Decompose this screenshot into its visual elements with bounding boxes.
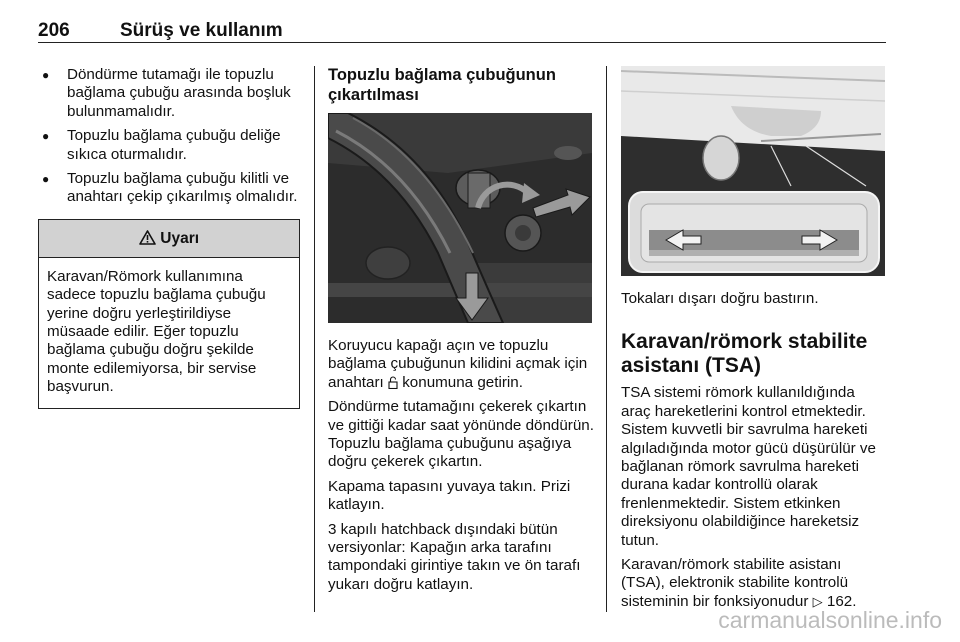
- instruction-paragraph: Döndürme tutamağını çekerek çıkartın ve gittiği kadar saat yönünde döndürün. Topuzlu bağlama çubuğunu aşağıya doğru çekerek çıkartın.: [328, 398, 594, 471]
- column-3: [621, 66, 887, 617]
- page-reference-link[interactable]: 162.: [826, 592, 857, 610]
- body-text: Karavan/römork stabilite asistanı (TSA), elektronik stabilite kontrolü sisteminin bir fonksiyonudur: [621, 556, 849, 610]
- column-divider: [606, 66, 607, 612]
- list-item: ● Döndürme tutamağı ile topuzlu bağlama çubuğu arasında boşluk bulunmamalıdır.: [38, 66, 300, 121]
- warning-triangle-icon: [139, 230, 160, 247]
- warning-title: Uyarı: [160, 229, 200, 247]
- column-2: [328, 66, 594, 600]
- instruction-paragraph: [328, 337, 594, 392]
- warning-header: [39, 220, 299, 258]
- bumper-cover-illustration: [621, 66, 885, 276]
- instruction-text: konumuna getirin.: [402, 373, 523, 391]
- body-paragraph: TSA sistemi römork kullanıldığında araç hareketlerini kontrol etmektedir. Sistem kuvvetli bir savrulma hareketi algıladığında motor gücü düşürülür ve bağlanan römork savrulma hareketi durana kadar kontrollü olarak frenlenmektedir. Sistem etkinken direksiyonu olabildiğince hareketsiz tutun.: [621, 384, 876, 549]
- unlock-icon: [388, 376, 398, 389]
- warning-text: Karavan/Römork kullanımına sadece topuzlu bağlama çubuğu yerine doğru yerleştirildiyse müsaade edilir. Eğer topuzlu bağlama çubuğu doğru şekilde monte edilemiyorsa, bir servise başvurun.: [47, 267, 266, 396]
- page-reference-arrow-icon: ▷: [812, 593, 823, 609]
- body-paragraph: [621, 556, 887, 611]
- list-item: ● Topuzlu bağlama çubuğu deliğe sıkıca oturmalıdır.: [38, 127, 300, 164]
- section-heading: Topuzlu bağlama çubuğunun çıkartılması: [328, 66, 556, 104]
- warning-box: [38, 219, 300, 409]
- section-title: Sürüş ve kullanım: [120, 20, 283, 41]
- image-caption: Tokaları dışarı doğru bastırın.: [621, 290, 819, 307]
- bullet-list: [38, 66, 300, 207]
- instruction-paragraph: 3 kapılı hatchback dışındaki bütün versiyonlar: Kapağın arka tarafını tampondaki girintiye takın ve ön tarafı yukarı doğru katlayın.: [328, 520, 581, 593]
- instruction-paragraph: Kapama tapasını yuvaya takın. Prizi katlayın.: [328, 477, 571, 514]
- list-item: ● Topuzlu bağlama çubuğu kilitli ve anahtarı çekip çıkarılmış olmalıdır.: [38, 170, 300, 207]
- page-number: 206: [38, 20, 70, 41]
- section-heading: Karavan/römork stabilite asistanı (TSA): [621, 330, 868, 378]
- watermark: carmanualsonline.info: [718, 607, 942, 633]
- page-header: [38, 10, 886, 43]
- column-1: [38, 66, 300, 409]
- tow-bar-removal-illustration: [328, 113, 592, 323]
- instruction-text: Koruyucu kapağı açın ve topuzlu bağlama çubuğunun kilidini açmak için anahtarı: [328, 337, 588, 391]
- column-divider: [314, 66, 315, 612]
